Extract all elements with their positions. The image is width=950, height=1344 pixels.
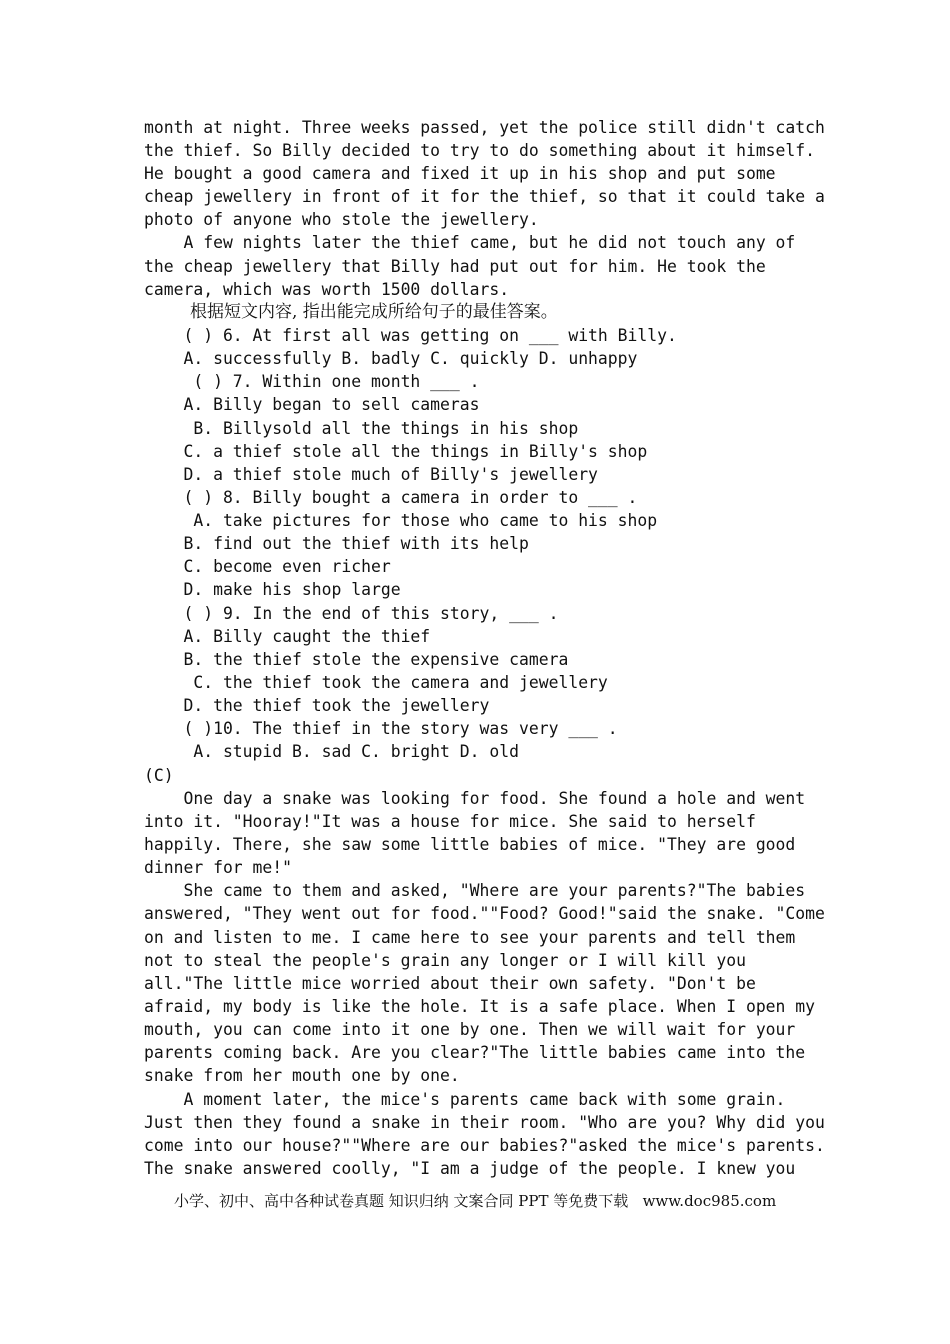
text-line: A moment later, the mice's parents came back with some grain. [144, 1090, 786, 1109]
text-line: camera, which was worth 1500 dollars. [144, 280, 510, 299]
text-line: One day a snake was looking for food. She found a hole and went [144, 789, 806, 808]
text-line: Just then they found a snake in their room. "Who are you? Why did you [144, 1113, 825, 1132]
text-line: parents coming back. Are you clear?"The little babies came into the [144, 1043, 806, 1062]
text-line: not to steal the people's grain any longer or I will kill you [144, 951, 746, 970]
text-line: cheap jewellery in front of it for the thief, so that it could take a [144, 187, 825, 206]
text-line: photo of anyone who stole the jewellery. [144, 210, 539, 229]
text-line: come into our house?""Where are our babies?"asked the mice's parents. [144, 1136, 825, 1155]
question-line: B. Billysold all the things in his shop [144, 419, 579, 438]
question-line: D. the thief took the jewellery [144, 696, 490, 715]
question-line: ( )10. The thief in the story was very ___ . [144, 719, 618, 738]
question-line: A. Billy began to sell cameras [144, 395, 480, 414]
text-line: answered, "They went out for food.""Food? Good!"said the snake. "Come [144, 904, 825, 923]
question-line: ( ) 6. At first all was getting on ___ with Billy. [144, 326, 677, 345]
question-line: D. a thief stole much of Billy's jewellery [144, 465, 598, 484]
text-line: A few nights later the thief came, but he did not touch any of [144, 233, 796, 252]
question-line: A. successfully B. badly C. quickly D. unhappy [144, 349, 638, 368]
question-line: A. Billy caught the thief [144, 627, 431, 646]
page-footer: 小学、初中、高中各种试卷真题 知识归纳 文案合同 PPT 等免费下载 www.doc985.com [174, 1192, 777, 1210]
question-line: C. the thief took the camera and jewellery [144, 673, 608, 692]
text-line: month at night. Three weeks passed, yet the police still didn't catch [144, 118, 825, 137]
text-line: the thief. So Billy decided to try to do something about it himself. [144, 141, 816, 160]
text-line: The snake answered coolly, "I am a judge of the people. I knew you [144, 1159, 796, 1178]
section-label: (C) [144, 766, 174, 785]
text-line: afraid, my body is like the hole. It is a safe place. When I open my [144, 997, 816, 1016]
question-line: ( ) 8. Billy bought a camera in order to ___ . [144, 488, 638, 507]
text-line: on and listen to me. I came here to see your parents and tell them [144, 928, 796, 947]
text-line: happily. There, she saw some little babies of mice. "They are good [144, 835, 796, 854]
question-line: C. a thief stole all the things in Billy's shop [144, 442, 648, 461]
text-line: snake from her mouth one by one. [144, 1066, 460, 1085]
question-line: A. take pictures for those who came to his shop [144, 511, 658, 530]
text-line: mouth, you can come into it one by one. Then we will wait for your [144, 1020, 796, 1039]
text-line: all."The little mice worried about their own safety. "Don't be [144, 974, 756, 993]
text-line: dinner for me!" [144, 858, 293, 877]
question-line: B. the thief stole the expensive camera [144, 650, 569, 669]
question-line: C. become even richer [144, 557, 391, 576]
text-line: She came to them and asked, "Where are your parents?"The babies [144, 881, 806, 900]
question-line: D. make his shop large [144, 580, 401, 599]
question-line: B. find out the thief with its help [144, 534, 529, 553]
question-line: ( ) 7. Within one month ___ . [144, 372, 480, 391]
text-line: the cheap jewellery that Billy had put out for him. He took the [144, 257, 766, 276]
text-line: into it. "Hooray!"It was a house for mice. She said to herself [144, 812, 756, 831]
question-line: A. stupid B. sad C. bright D. old [144, 742, 519, 761]
text-line: He bought a good camera and fixed it up in his shop and put some [144, 164, 776, 183]
instruction: 根据短文内容, 指出能完成所给句子的最佳答案。 [190, 302, 558, 322]
question-line: ( ) 9. In the end of this story, ___ . [144, 604, 559, 623]
